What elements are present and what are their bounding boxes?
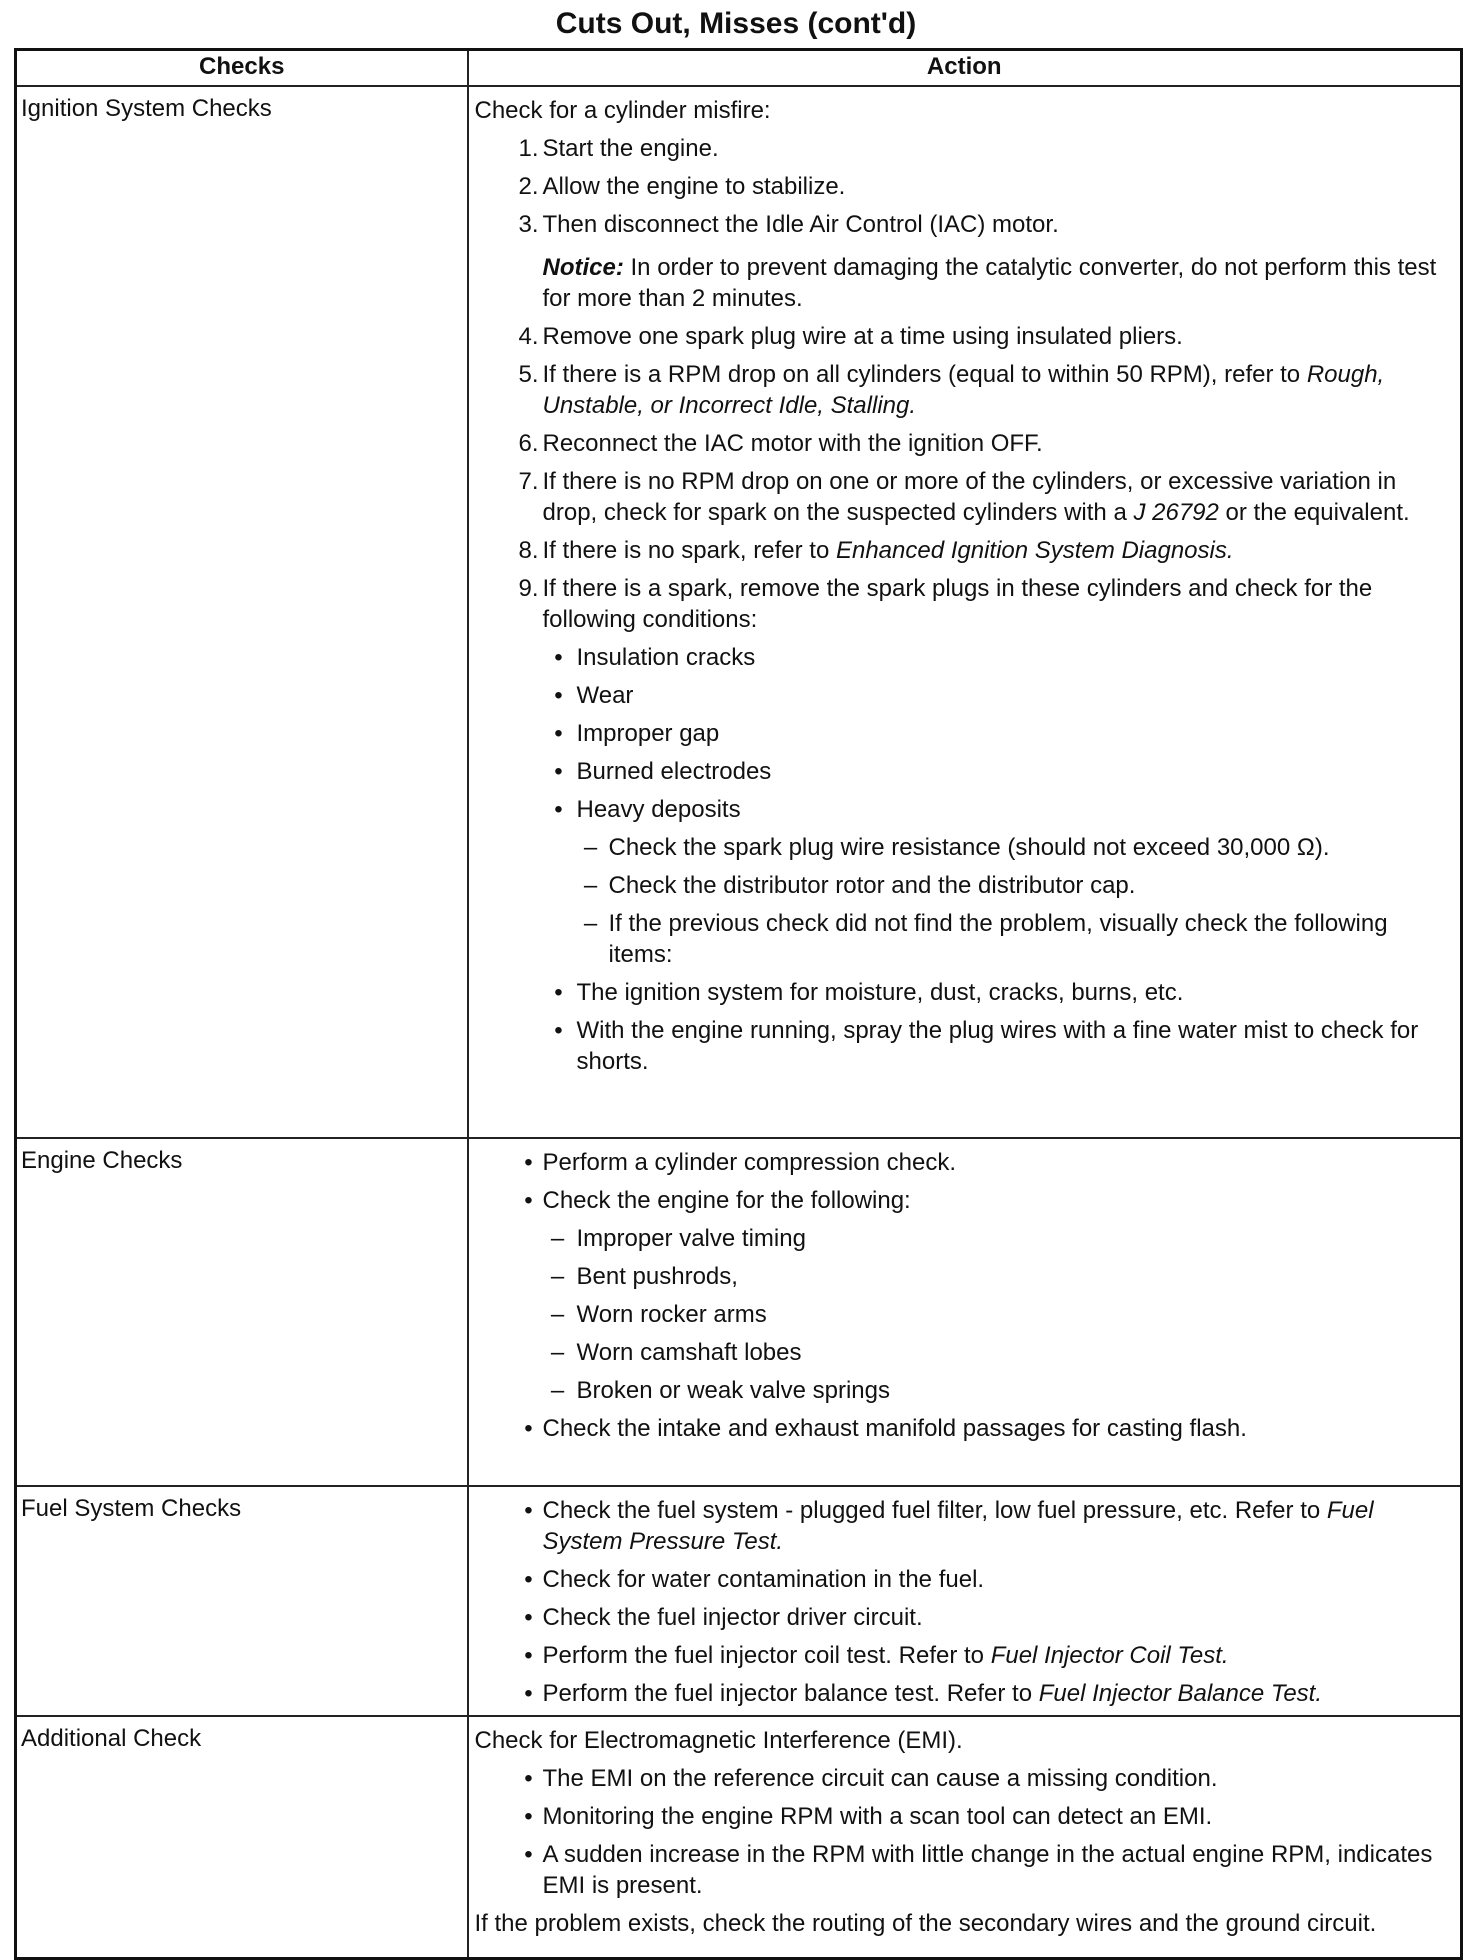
list-item: • The EMI on the reference circuit can cause a missing condition. xyxy=(524,1765,1218,1792)
check-label-ignition: Ignition System Checks xyxy=(16,86,468,1138)
table-row-engine xyxy=(16,1138,1462,1486)
list-item: – Worn rocker arms xyxy=(550,1301,767,1328)
table-row-fuel xyxy=(16,1486,1462,1716)
list-item: 1. Start the engine. xyxy=(518,135,719,162)
reference-link: Fuel Injector Coil Test. xyxy=(990,1642,1229,1669)
list-item: 4. Remove one spark plug wire at a time using insulated pliers. xyxy=(518,323,1183,350)
check-label-additional: Additional Check xyxy=(16,1716,468,1958)
closing-text: If the problem exists, check the routing of the secondary wires and the ground circuit. xyxy=(474,1910,1377,1937)
list-item: • Wear xyxy=(554,682,634,709)
list-item: • Check the fuel injector driver circuit. xyxy=(524,1604,923,1631)
list-item: 7. If there is no RPM drop on one or more of the cylinders, or excessive variation in drop, check for spark on the suspected cylinders with a J 26792 or the equivalent. xyxy=(518,468,1410,526)
action-header: Action xyxy=(468,50,1462,87)
intro-text: Check for Electromagnetic Interference (EMI). xyxy=(474,1727,963,1754)
list-item: – Check the spark plug wire resistance (should not exceed 30,000 Ω). xyxy=(583,834,1330,861)
list-item: – Bent pushrods, xyxy=(550,1263,738,1290)
list-item: – If the previous check did not find the problem, visually check the following items: xyxy=(583,910,1388,968)
list-item: – Check the distributor rotor and the distributor cap. xyxy=(583,872,1136,899)
list-item: 6. Reconnect the IAC motor with the ignition OFF. xyxy=(518,430,1043,457)
checks-header: Checks xyxy=(16,50,468,87)
action-cell-ignition xyxy=(468,86,1462,1138)
list-item: • Perform the fuel injector balance test. Refer to Fuel Injector Balance Test. xyxy=(524,1680,1323,1707)
list-item: • Check the intake and exhaust manifold passages for casting flash. xyxy=(524,1415,1247,1442)
list-item: • Insulation cracks xyxy=(554,644,756,671)
action-cell-engine xyxy=(468,1138,1462,1486)
list-item: • With the engine running, spray the plug wires with a fine water mist to check for shorts. xyxy=(554,1017,1419,1075)
list-item: • Perform the fuel injector coil test. Refer to Fuel Injector Coil Test. xyxy=(524,1642,1229,1669)
page-title: Cuts Out, Misses (cont'd) xyxy=(555,7,917,40)
list-item: 8. If there is no spark, refer to Enhanced Ignition System Diagnosis. xyxy=(518,537,1234,564)
check-label-fuel: Fuel System Checks xyxy=(16,1486,468,1716)
list-item: – Worn camshaft lobes xyxy=(550,1339,802,1366)
reference-link: Enhanced Ignition System Diagnosis. xyxy=(835,537,1234,564)
list-item: • A sudden increase in the RPM with little change in the actual engine RPM, indicates EMI is present. xyxy=(524,1841,1433,1899)
reference-link: Fuel System Pressure Test. xyxy=(542,1497,1374,1555)
check-label-engine: Engine Checks xyxy=(16,1138,468,1486)
list-item: 2. Allow the engine to stabilize. xyxy=(518,173,846,200)
list-item: – Broken or weak valve springs xyxy=(550,1377,890,1404)
action-cell-additional xyxy=(468,1716,1462,1958)
notice: Notice: In order to prevent damaging the catalytic converter, do not perform this test for more than 2 minutes. xyxy=(542,254,1437,312)
list-item: • Improper gap xyxy=(554,720,720,747)
table-row-additional xyxy=(16,1716,1462,1958)
table-row-ignition xyxy=(16,86,1462,1138)
action-cell-fuel xyxy=(468,1486,1462,1716)
list-item: • Burned electrodes xyxy=(554,758,772,785)
list-item: • Check the fuel system - plugged fuel filter, low fuel pressure, etc. Refer to Fuel System Pressure Test. xyxy=(524,1497,1374,1555)
list-item: 3. Then disconnect the Idle Air Control (IAC) motor. xyxy=(518,211,1059,238)
tool-reference: J 26792 xyxy=(1133,499,1219,526)
list-item: • The ignition system for moisture, dust, cracks, burns, etc. xyxy=(554,979,1184,1006)
list-item: 9. If there is a spark, remove the spark plugs in these cylinders and check for the following conditions: xyxy=(518,575,1373,633)
notice-label: Notice: xyxy=(542,254,624,281)
list-item: • Check the engine for the following: xyxy=(524,1187,911,1214)
list-item: – Improper valve timing xyxy=(550,1225,806,1252)
diagnostic-table xyxy=(14,48,1463,1960)
list-item: 5. If there is a RPM drop on all cylinders (equal to within 50 RPM), refer to Rough, Unstable, or Incorrect Idle, Stalling. xyxy=(518,361,1385,419)
list-item: • Heavy deposits xyxy=(554,796,741,823)
intro-text: Check for a cylinder misfire: xyxy=(474,97,771,124)
list-item: • Monitoring the engine RPM with a scan tool can detect an EMI. xyxy=(524,1803,1213,1830)
reference-link: Fuel Injector Balance Test. xyxy=(1038,1680,1323,1707)
header-row xyxy=(16,50,1462,87)
reference-link: Rough, Unstable, or Incorrect Idle, Stalling. xyxy=(542,361,1385,419)
list-item: • Perform a cylinder compression check. xyxy=(524,1149,956,1176)
list-item: • Check for water contamination in the fuel. xyxy=(524,1566,985,1593)
